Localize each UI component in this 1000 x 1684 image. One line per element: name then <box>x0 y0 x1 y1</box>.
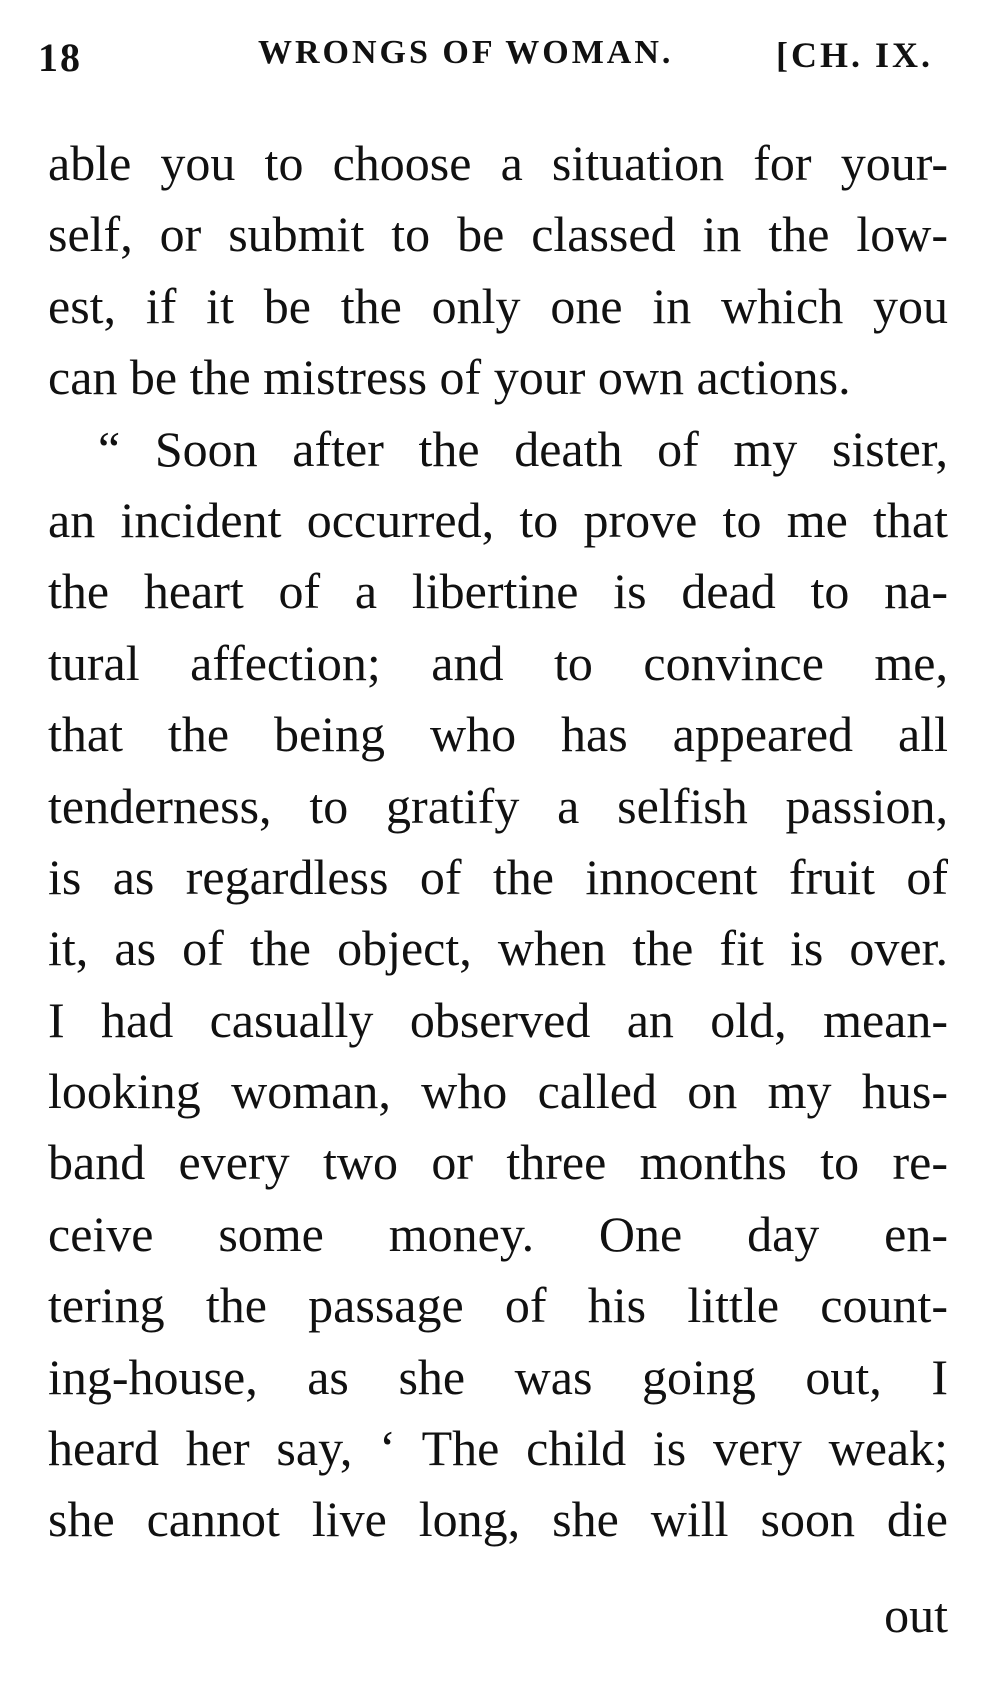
text-line: est, if it be the only one in which you <box>48 277 948 334</box>
text-line: she cannot live long, she will soon die <box>48 1491 948 1548</box>
text-line: can be the mistress of your own actions. <box>48 349 851 406</box>
text-line: tural affection; and to convince me, <box>48 634 948 691</box>
text-line: looking woman, who called on my hus- <box>48 1063 948 1120</box>
text-line: self, or submit to be classed in the low- <box>48 206 948 263</box>
text-line: band every two or three months to re- <box>48 1134 948 1191</box>
catchword: out <box>884 1587 948 1643</box>
running-head <box>38 34 962 94</box>
body-text <box>48 128 948 1556</box>
page-number: 18 <box>38 35 82 80</box>
text-line: an incident occurred, to prove to me that <box>48 491 948 548</box>
text-line: tering the passage of his little count- <box>48 1277 948 1334</box>
text-line: tenderness, to gratify a selfish passion, <box>48 777 948 834</box>
text-line: ceive some money. One day en- <box>48 1205 948 1262</box>
text-line: I had casually observed an old, mean- <box>48 991 948 1048</box>
running-title: WRONGS OF WOMAN. <box>258 34 674 71</box>
text-line: the heart of a libertine is dead to na- <box>48 563 948 620</box>
text-line: able you to choose a situation for your- <box>48 135 948 191</box>
text-line: it, as of the object, when the fit is over. <box>48 920 948 977</box>
text-line: is as regardless of the innocent fruit of <box>48 848 948 905</box>
chapter-reference: [CH. IX. <box>776 35 933 75</box>
text-line: heard her say, ‘ The child is very weak; <box>48 1420 948 1477</box>
text-line: that the being who has appeared all <box>48 706 948 763</box>
text-line: ing-house, as she was going out, I <box>48 1348 948 1405</box>
paragraph-start-line: “ Soon after the death of my sister, <box>98 420 948 477</box>
